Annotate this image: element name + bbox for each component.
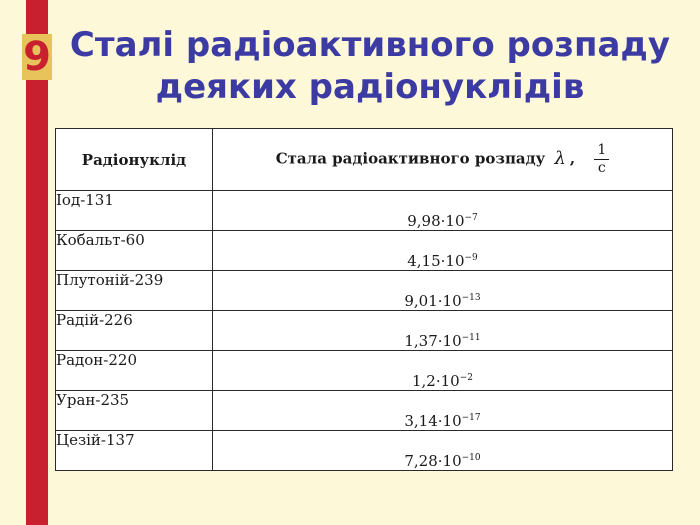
title-line-2: деяких радіонуклідів — [155, 67, 585, 107]
nuclide-name: Радій-226 — [56, 311, 213, 351]
table-row — [56, 271, 673, 311]
decay-constants-table — [55, 128, 673, 471]
value-base: 10 — [442, 452, 462, 470]
table-row — [56, 231, 673, 271]
value-mantissa: 4,15 — [407, 252, 441, 270]
unit-denominator: с — [597, 160, 606, 176]
value-base: 10 — [442, 292, 462, 310]
nuclide-name: Плутоній-239 — [56, 271, 213, 311]
value-mantissa: 1,2 — [411, 372, 436, 390]
decay-constant-value — [213, 271, 673, 311]
value-times: · — [437, 452, 443, 470]
value-base: 10 — [445, 252, 465, 270]
value-exponent: −17 — [461, 413, 481, 423]
value-exponent: −7 — [464, 213, 478, 223]
value-exponent: −2 — [459, 373, 473, 383]
header-comma: , — [569, 149, 576, 168]
value-times: · — [435, 372, 441, 390]
table-row — [56, 191, 673, 231]
value-mantissa: 9,01 — [404, 292, 438, 310]
unit-numerator: 1 — [594, 142, 609, 160]
value-exponent: −9 — [464, 253, 478, 263]
lambda-symbol: λ — [554, 147, 566, 169]
table-row — [56, 431, 673, 471]
table-row — [56, 391, 673, 431]
nuclide-name: Кобальт-60 — [56, 231, 213, 271]
title-line-1: Сталі радіоактивного розпаду — [69, 25, 671, 65]
value-mantissa: 7,28 — [404, 452, 438, 470]
table-row — [56, 351, 673, 391]
nuclide-name: Цезій-137 — [56, 431, 213, 471]
nuclide-name: Уран-235 — [56, 391, 213, 431]
value-times: · — [440, 252, 446, 270]
value-base: 10 — [442, 332, 462, 350]
unit-fraction — [594, 142, 609, 177]
value-exponent: −10 — [461, 453, 481, 463]
decay-constant-value — [213, 231, 673, 271]
value-base: 10 — [442, 412, 462, 430]
header-constant-label: Стала радіоактивного розпаду — [275, 149, 546, 168]
value-times: · — [437, 332, 443, 350]
table-row — [56, 311, 673, 351]
value-mantissa: 1,37 — [404, 332, 438, 350]
value-exponent: −11 — [461, 333, 481, 343]
value-exponent: −13 — [461, 293, 481, 303]
value-base: 10 — [440, 372, 460, 390]
decay-constant-value — [213, 391, 673, 431]
value-times: · — [437, 412, 443, 430]
nuclide-name: Радон-220 — [56, 351, 213, 391]
value-times: · — [440, 212, 446, 230]
value-mantissa: 9,98 — [407, 212, 441, 230]
decay-constant-value — [213, 431, 673, 471]
slide-title — [60, 24, 680, 108]
value-base: 10 — [445, 212, 465, 230]
decay-constant-value — [213, 351, 673, 391]
header-decay-constant — [213, 129, 673, 191]
value-times: · — [437, 292, 443, 310]
decay-constant-value — [213, 311, 673, 351]
decay-constant-value — [213, 191, 673, 231]
value-mantissa: 3,14 — [404, 412, 438, 430]
header-nuclide: Радіонуклід — [56, 129, 213, 191]
table-header-row — [56, 129, 673, 191]
slide-number-badge: 9 — [23, 34, 51, 80]
nuclide-name: Іод-131 — [56, 191, 213, 231]
